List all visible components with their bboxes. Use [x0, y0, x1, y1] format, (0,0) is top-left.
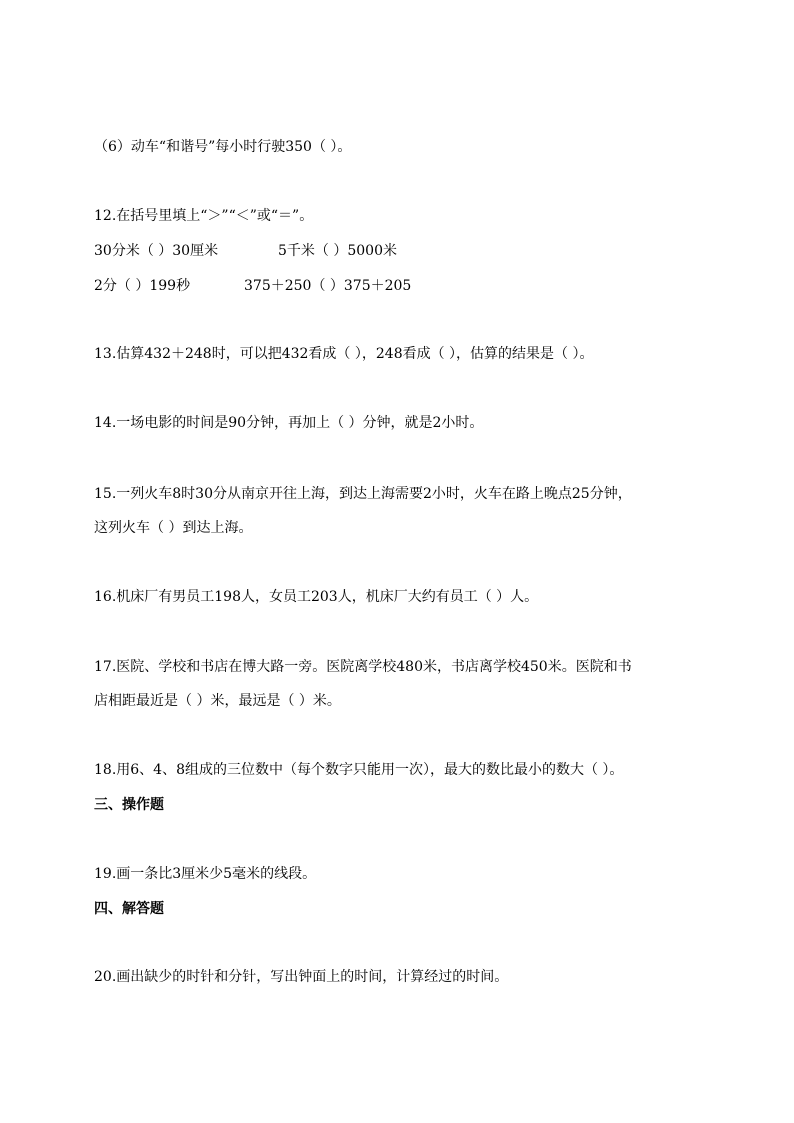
q12-item-3: 2分（ ）199秒: [94, 278, 191, 294]
question-19: 19.画一条比3厘米少5毫米的线段。: [94, 866, 317, 882]
question-17-line-1: 17.医院、学校和书店在博大路一旁。医院离学校480米，书店离学校450米。医院和书: [94, 659, 632, 675]
question-15-line-1: 15.一列火车8时30分从南京开往上海，到达上海需要2小时，火车在路上晚点25分钟，: [94, 486, 632, 502]
question-13: 13.估算432＋248时，可以把432看成（ ），248看成（ ），估算的结果是（ ）。: [94, 346, 594, 362]
section-heading-operation: 三、操作题: [94, 797, 164, 813]
question-16: 16.机床厂有男员工198人，女员工203人，机床厂大约有员工（ ）人。: [94, 589, 539, 605]
q12-item-4: 375＋250（ ）375＋205: [244, 278, 412, 294]
question-6: （6）动车“和谐号”每小时行驶350（ ）。: [94, 139, 352, 155]
section-heading-answers: 四、解答题: [94, 901, 164, 917]
question-20: 20.画出缺少的时针和分针，写出钟面上的时间，计算经过的时间。: [94, 969, 509, 985]
question-18: 18.用6、4、8组成的三位数中（每个数字只能用一次），最大的数比最小的数大（ ）。: [94, 762, 624, 778]
question-14: 14.一场电影的时间是90分钟，再加上（ ）分钟，就是2小时。: [94, 415, 484, 431]
question-17-line-2: 店相距最近是（ ）米，最远是（ ）米。: [94, 693, 341, 709]
question-12: 12.在括号里填上“＞”“＜”或“＝”。: [94, 208, 314, 224]
question-15-line-2: 这列火车（ ）到达上海。: [94, 520, 253, 536]
q12-item-2: 5千米（ ）5000米: [278, 243, 397, 259]
q12-item-1: 30分米（ ）30厘米: [94, 243, 219, 259]
